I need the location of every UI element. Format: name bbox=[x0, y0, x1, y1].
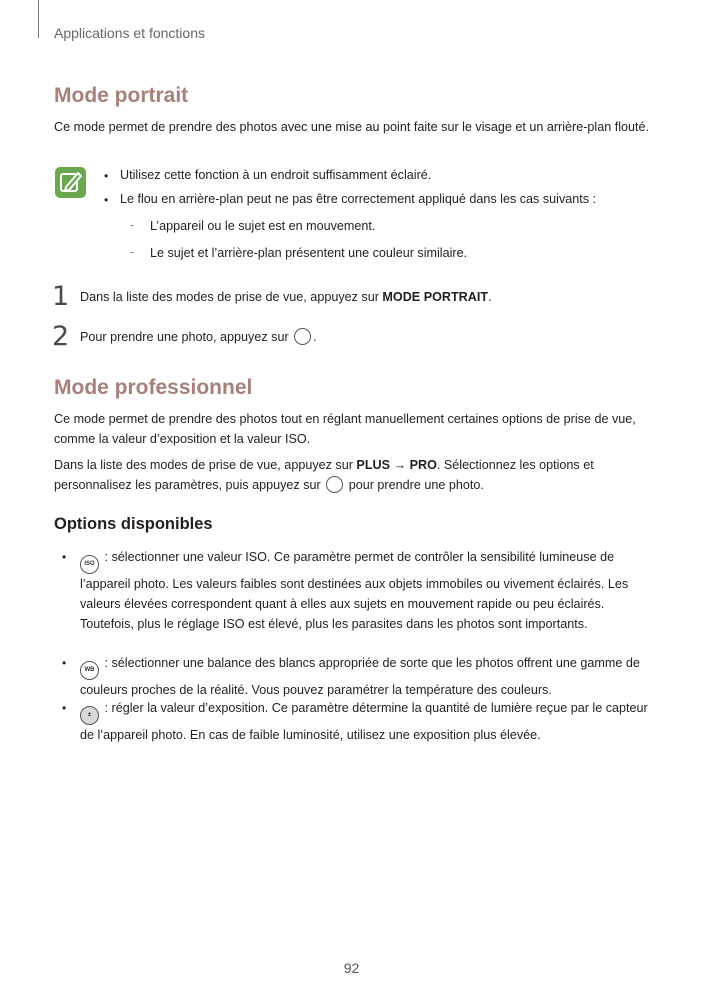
section-title-pro: Mode professionnel bbox=[54, 376, 253, 399]
subnote-item: Le sujet et l’arrière-plan présentent une couleur similaire. bbox=[150, 246, 468, 260]
bullet-icon: • bbox=[104, 193, 109, 207]
white-balance-icon: WB bbox=[80, 661, 99, 680]
pro-intro: Ce mode permet de prendre des photos tout en réglant manuellement certaines options de prise de vue, comme la valeur d’exposition et la valeur ISO. bbox=[54, 412, 636, 446]
section-title-portrait: Mode portrait bbox=[54, 84, 189, 107]
instr-part: . Sélectionnez les options et personnalisez les paramètres, puis appuyez sur bbox=[54, 458, 594, 492]
option-item-iso bbox=[80, 547, 650, 634]
bullet-icon: • bbox=[62, 656, 67, 670]
step-text-part: . bbox=[488, 290, 492, 304]
subnote-item: L’appareil ou le sujet est en mouvement. bbox=[150, 219, 376, 233]
step-number: 1 bbox=[52, 281, 70, 312]
portrait-intro: Ce mode permet de prendre des photos avec une mise au point faite sur le visage et un arrière-plan flouté. bbox=[54, 120, 650, 134]
header-divider bbox=[38, 0, 39, 38]
option-item-exposure bbox=[80, 698, 650, 745]
step-number: 2 bbox=[52, 321, 70, 352]
instr-part: Dans la liste des modes de prise de vue, appuyez sur bbox=[54, 458, 357, 472]
note-item: Le flou en arrière-plan peut ne pas être correctement appliqué dans les cas suivants : bbox=[120, 192, 597, 206]
instr-part: pour prendre une photo. bbox=[345, 478, 484, 492]
note-pencil-icon bbox=[54, 166, 87, 199]
step-text-part: Pour prendre une photo, appuyez sur bbox=[80, 330, 293, 344]
running-header: Applications et fonctions bbox=[54, 25, 205, 41]
note-item: Utilisez cette fonction à un endroit suffisamment éclairé. bbox=[120, 168, 432, 182]
bullet-icon: • bbox=[104, 169, 109, 183]
bullet-icon: • bbox=[62, 701, 67, 715]
pro-label: PRO bbox=[409, 458, 437, 472]
shutter-icon bbox=[326, 476, 343, 493]
step-text bbox=[80, 327, 317, 347]
option-text: : régler la valeur d’exposition. Ce paramètre détermine la quantité de lumière reçue par le capteur de l’appareil photo. En cas de faible luminosité, utilisez une exposition plus élevée. bbox=[80, 701, 648, 742]
step-text-part: . bbox=[313, 330, 317, 344]
arrow-icon: → bbox=[390, 458, 410, 472]
step-text-part: Dans la liste des modes de prise de vue, appuyez sur bbox=[80, 290, 383, 304]
pro-instructions bbox=[54, 455, 654, 495]
shutter-icon bbox=[294, 328, 311, 345]
plus-label: PLUS bbox=[356, 458, 391, 472]
options-heading: Options disponibles bbox=[54, 515, 213, 533]
option-text: : sélectionner une balance des blancs appropriée de sorte que les photos offrent une gamme de couleurs proches de la réalité. Vous pouvez paramétrer la température des couleurs. bbox=[80, 656, 640, 697]
dash-icon: - bbox=[130, 218, 135, 232]
exposure-icon: ± bbox=[80, 706, 99, 725]
option-item-wb bbox=[80, 653, 650, 700]
step-text bbox=[80, 287, 492, 307]
option-text: : sélectionner une valeur ISO. Ce paramètre permet de contrôler la sensibilité lumineuse de l’appareil photo. Les valeurs faibles sont destinées aux objets immobiles ou vivement éclairés. Les valeurs élevées correspondent quant à elles aux sujets en mouvement rapide ou peu éclairés. Toutefois, plus le réglage ISO est élevé, plus les parasites dans les photos sont importants. bbox=[80, 550, 629, 631]
iso-icon: ISO bbox=[80, 555, 99, 574]
bullet-icon: • bbox=[62, 550, 67, 564]
dash-icon: - bbox=[130, 245, 135, 259]
mode-portrait-label: MODE PORTRAIT bbox=[382, 290, 489, 304]
page-number: 92 bbox=[343, 960, 360, 976]
